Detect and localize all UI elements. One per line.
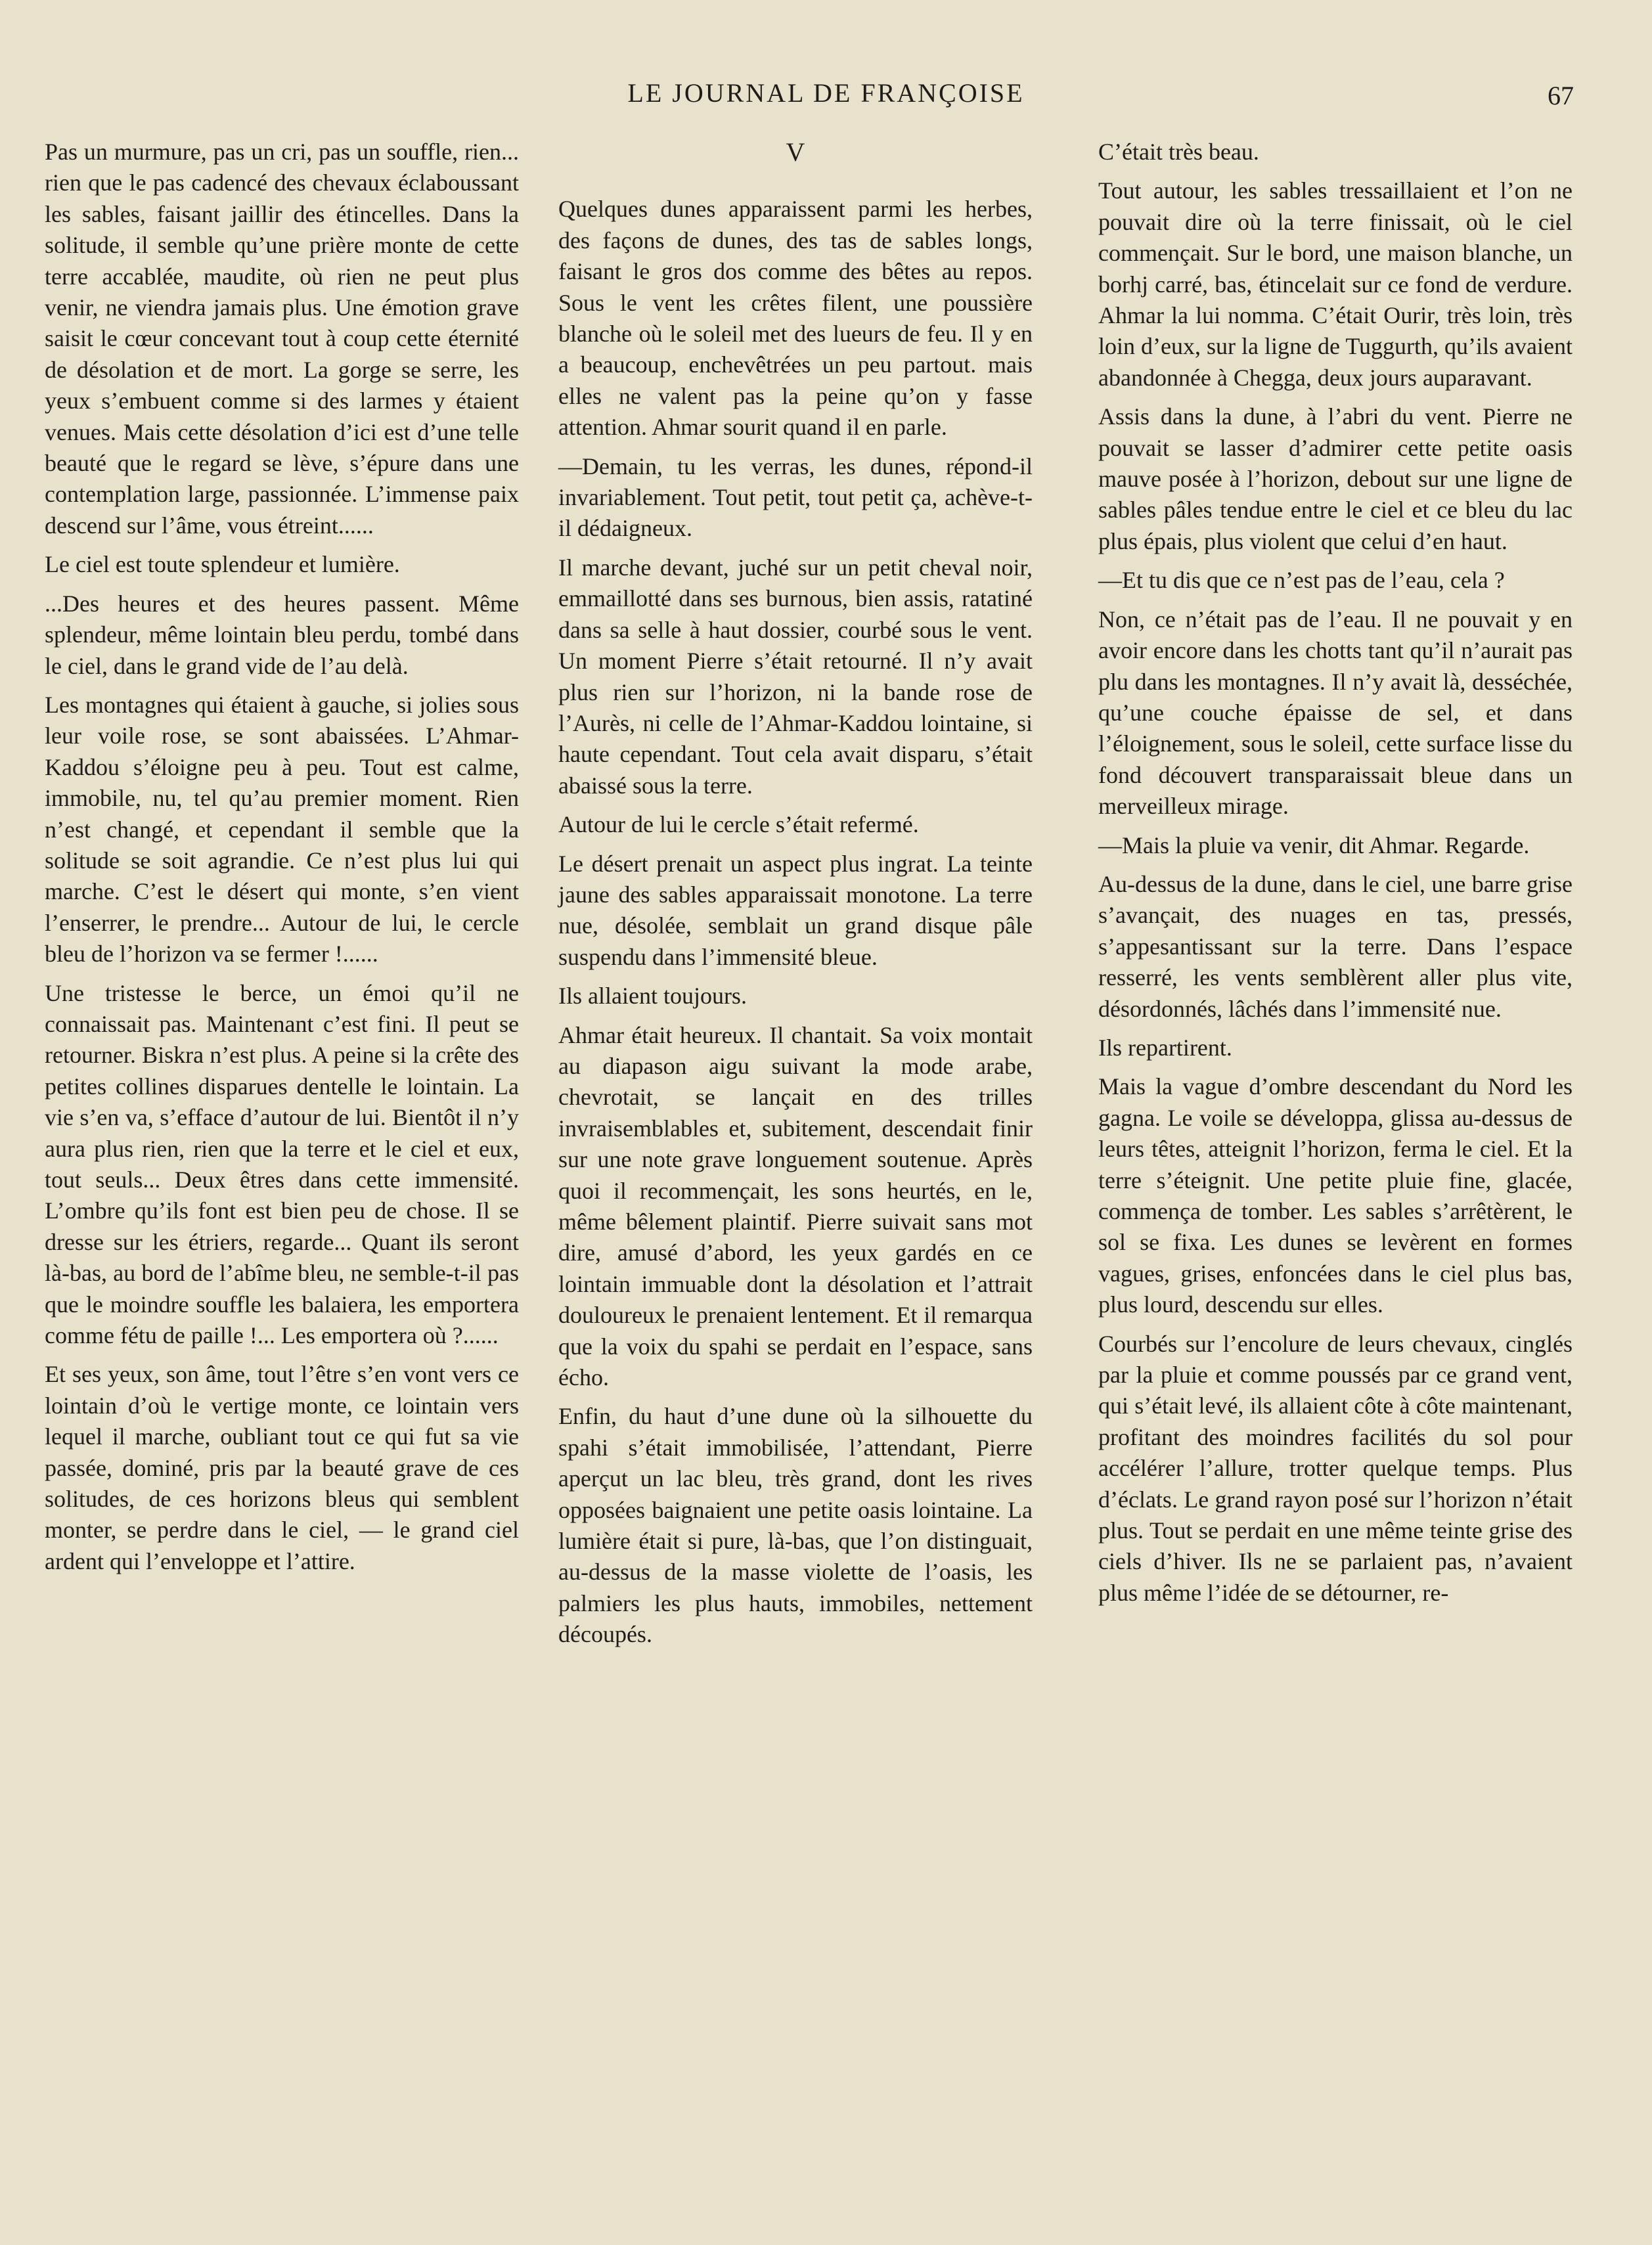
- paragraph: ...Des heures et des heures passent. Même splendeur, même lointain bleu perdu, tombé dans le ciel, dans le grand vide de l’au delà.: [45, 590, 519, 679]
- paragraph: Une tristesse le berce, un émoi qu’il ne connaissait pas. Maintenant c’est fini. Il peut se retourner. Biskra n’est plus. A peine si la crête des petites collines disparues dentelle le lointain. La vie s’en va, s’efface d’autour de lui. Bientôt il n’y aura plus rien, rien que la terre et le ciel et eux, tout seuls... Deux êtres dans cette immensité. L’ombre qu’ils font est bien peu de chose. Il se dresse sur les étriers, regarde... Quant ils seront là-bas, au bord de l’abîme bleu, ne semble-t-il pas que le moindre souffle les balaiera, les emportera comme fétu de paille !... Les emportera où ?......: [45, 979, 519, 1349]
- paragraph: —Et tu dis que ce n’est pas de l’eau, cela ?: [1098, 567, 1505, 594]
- paragraph: —Demain, tu les verras, les dunes, répond-il invariablement. Tout petit, tout petit ça, achève-t-il dédaigneux.: [558, 453, 1033, 542]
- paragraph: Le désert prenait un aspect plus ingrat. La teinte jaune des sables apparaissait monotone. La terre nue, désolée, semblait un grand disque pâle suspendu dans l’immensité bleue.: [558, 850, 1033, 970]
- paragraph: Autour de lui le cercle s’était refermé.: [558, 811, 919, 838]
- paragraph: Enfin, du haut d’une dune où la silhouette du spahi s’était immobilisée, l’attendant, Pierre aperçut un lac bleu, très grand, dont les rives opposées baignaient une petite oasis lointaine. La lumière était si pure, là-bas, que l’on distinguait, au-dessus de la masse violette de l’oasis, les palmiers les plus hauts, immobiles, nettement découpés.: [558, 1403, 1033, 1648]
- chapter-numeral: V: [786, 137, 805, 167]
- paragraph: Il marche devant, juché sur un petit cheval noir, emmaillotté dans ses burnous, bien assis, ratatiné dans sa selle à haut dossier, courbé sous le vent. Un moment Pierre s’était retourné. Il n’y avait plus rien sur l’horizon, ni la bande rose de l’Aurès, ni celle de l’Ahmar-Kaddou lointaine, si haute cependant. Tout cela avait disparu, s’était abaissé sous la terre.: [558, 554, 1033, 799]
- running-title: LE JOURNAL DE FRANÇOISE: [627, 78, 1025, 108]
- paragraph: C’était très beau.: [1098, 139, 1259, 165]
- paragraph: Pas un murmure, pas un cri, pas un souffle, rien... rien que le pas cadencé des chevaux éclaboussant les sables, faisant jaillir des étincelles. Dans la solitude, il semble qu’une prière monte de cette terre accablée, maudite, où rien ne peut plus venir, ne viendra jamais plus. Une émotion grave saisit le cœur concevant tout à coup cette éternité de désolation et de mort. La gorge se serre, les yeux s’embuent comme si des larmes y étaient venues. Mais cette désolation d’ici est d’une telle beauté que le regard se lève, s’épure dans une contemplation large, passionnée. L’immense paix descend sur l’âme, vous étreint......: [45, 139, 519, 539]
- paragraph: Ahmar était heureux. Il chantait. Sa voix montait au diapason aigu suivant la mode arabe, chevrotait, se lançait en des trilles invraisemblables et, subitement, descendait finir sur une note grave longuement soutenue. Après quoi il recommençait, les sons heurtés, en le, même bêlement plaintif. Pierre suivait sans mot dire, amusé d’abord, les yeux gardés en ce lointain immuable dont la désolation et l’attrait douloureux le prenaient lentement. Et il remarqua que la voix du spahi se perdait en l’espace, sans écho.: [558, 1021, 1033, 1391]
- paragraph: Ils repartirent.: [1098, 1034, 1232, 1061]
- paragraph: Au-dessus de la dune, dans le ciel, une barre grise s’avançait, des nuages en tas, pressés, s’appesantissant sur la terre. Dans l’espace resserré, les vents semblèrent aller plus vite, désordonnés, lâchés dans l’immensité nue.: [1098, 870, 1573, 1022]
- paragraph: —Mais la pluie va venir, dit Ahmar. Regarde.: [1098, 832, 1530, 858]
- text-column-3: [1098, 137, 1573, 1616]
- paragraph: Ils allaient toujours.: [558, 983, 747, 1010]
- page-number: 67: [1548, 81, 1574, 110]
- text-column-1: [45, 137, 519, 1585]
- paragraph: Courbés sur l’encolure de leurs chevaux, cinglés par la pluie et comme poussés par ce grand vent, qui s’était levé, ils allaient côte à côte maintenant, profitant des moindres facilités du sol pour accélérer l’allure, trotter quelque temps. Plus d’éclats. Le grand rayon posé sur l’horizon n’était plus. Tout se perdait en une même teinte grise des ciels d’hiver. Ils ne se parlaient pas, n’avaient plus même l’idée de se détourner, re-: [1098, 1330, 1573, 1606]
- paragraph: Quelques dunes apparaissent parmi les herbes, des façons de dunes, des tas de sables longs, faisant le gros dos comme des bêtes au repos. Sous le vent les crêtes filent, une poussière blanche où le soleil met des lueurs de feu. Il y en a beaucoup, enchevêtrées un peu partout. mais elles ne valent pas la peine qu’on y fasse attention. Ahmar sourit quand il en parle.: [558, 196, 1033, 441]
- paragraph: Les montagnes qui étaient à gauche, si jolies sous leur voile rose, se sont abaissées. L’Ahmar-Kaddou s’éloigne peu à peu. Tout est calme, immobile, nu, tel qu’au premier moment. Rien n’est changé, et cependant il semble que la solitude se soit agrandie. Ce n’est plus lui qui marche. C’est le désert qui monte, s’en vient l’enserrer, le prendre... Autour de lui, le cercle bleu de l’horizon va se fermer !......: [45, 691, 519, 967]
- text-column-2: [558, 137, 1033, 1658]
- paragraph: Le ciel est toute splendeur et lumière.: [45, 551, 400, 578]
- paragraph: Non, ce n’était pas de l’eau. Il ne pouvait y en avoir encore dans les chotts tant qu’il n’aurait pas plu dans les montagnes. Il n’y avait là, desséchée, qu’une couche épaisse de sel, et dans l’éloignement, sous le soleil, cette surface lisse du fond découvert transparaissait bleue dans un merveilleux mirage.: [1098, 606, 1573, 820]
- paragraph: Assis dans la dune, à l’abri du vent. Pierre ne pouvait se lasser d’admirer cette petite oasis mauve posée à l’horizon, debout sur une ligne de sables pâles tendue entre le ciel et ce bleu du lac plus épais, plus violent que celui d’en haut.: [1098, 403, 1573, 554]
- paragraph: Mais la vague d’ombre descendant du Nord les gagna. Le voile se développa, glissa au-dessus de leurs têtes, atteignit l’horizon, ferma le ciel. Et la terre s’éteignit. Une petite pluie fine, glacée, commença de tomber. Les sables s’arrêtèrent, le sol se fixa. Les dunes se levèrent en formes vagues, grises, enfoncées dans le ciel plus bas, plus lourd, descendu sur elles.: [1098, 1073, 1573, 1318]
- paragraph: Et ses yeux, son âme, tout l’être s’en vont vers ce lointain d’où le vertige monte, ce lointain vers lequel il marche, oubliant tout ce qui fut sa vie passée, dominé, pris par la beauté grave de ces solitudes, de ces horizons bleus qui semblent monter, se perdre dans le ciel, — le grand ciel ardent qui l’enveloppe et l’attire.: [45, 1361, 519, 1574]
- paragraph: Tout autour, les sables tressaillaient et l’on ne pouvait dire où la terre finissait, où le ciel commençait. Sur le bord, une maison blanche, un borhj carré, bas, étincelait sur ce fond de verdure. Ahmar la lui nomma. C’était Ourir, très loin, très loin d’eux, sur la ligne de Tuggurth, qu’ils avaient abandonnée à Chegga, deux jours auparavant.: [1098, 177, 1573, 391]
